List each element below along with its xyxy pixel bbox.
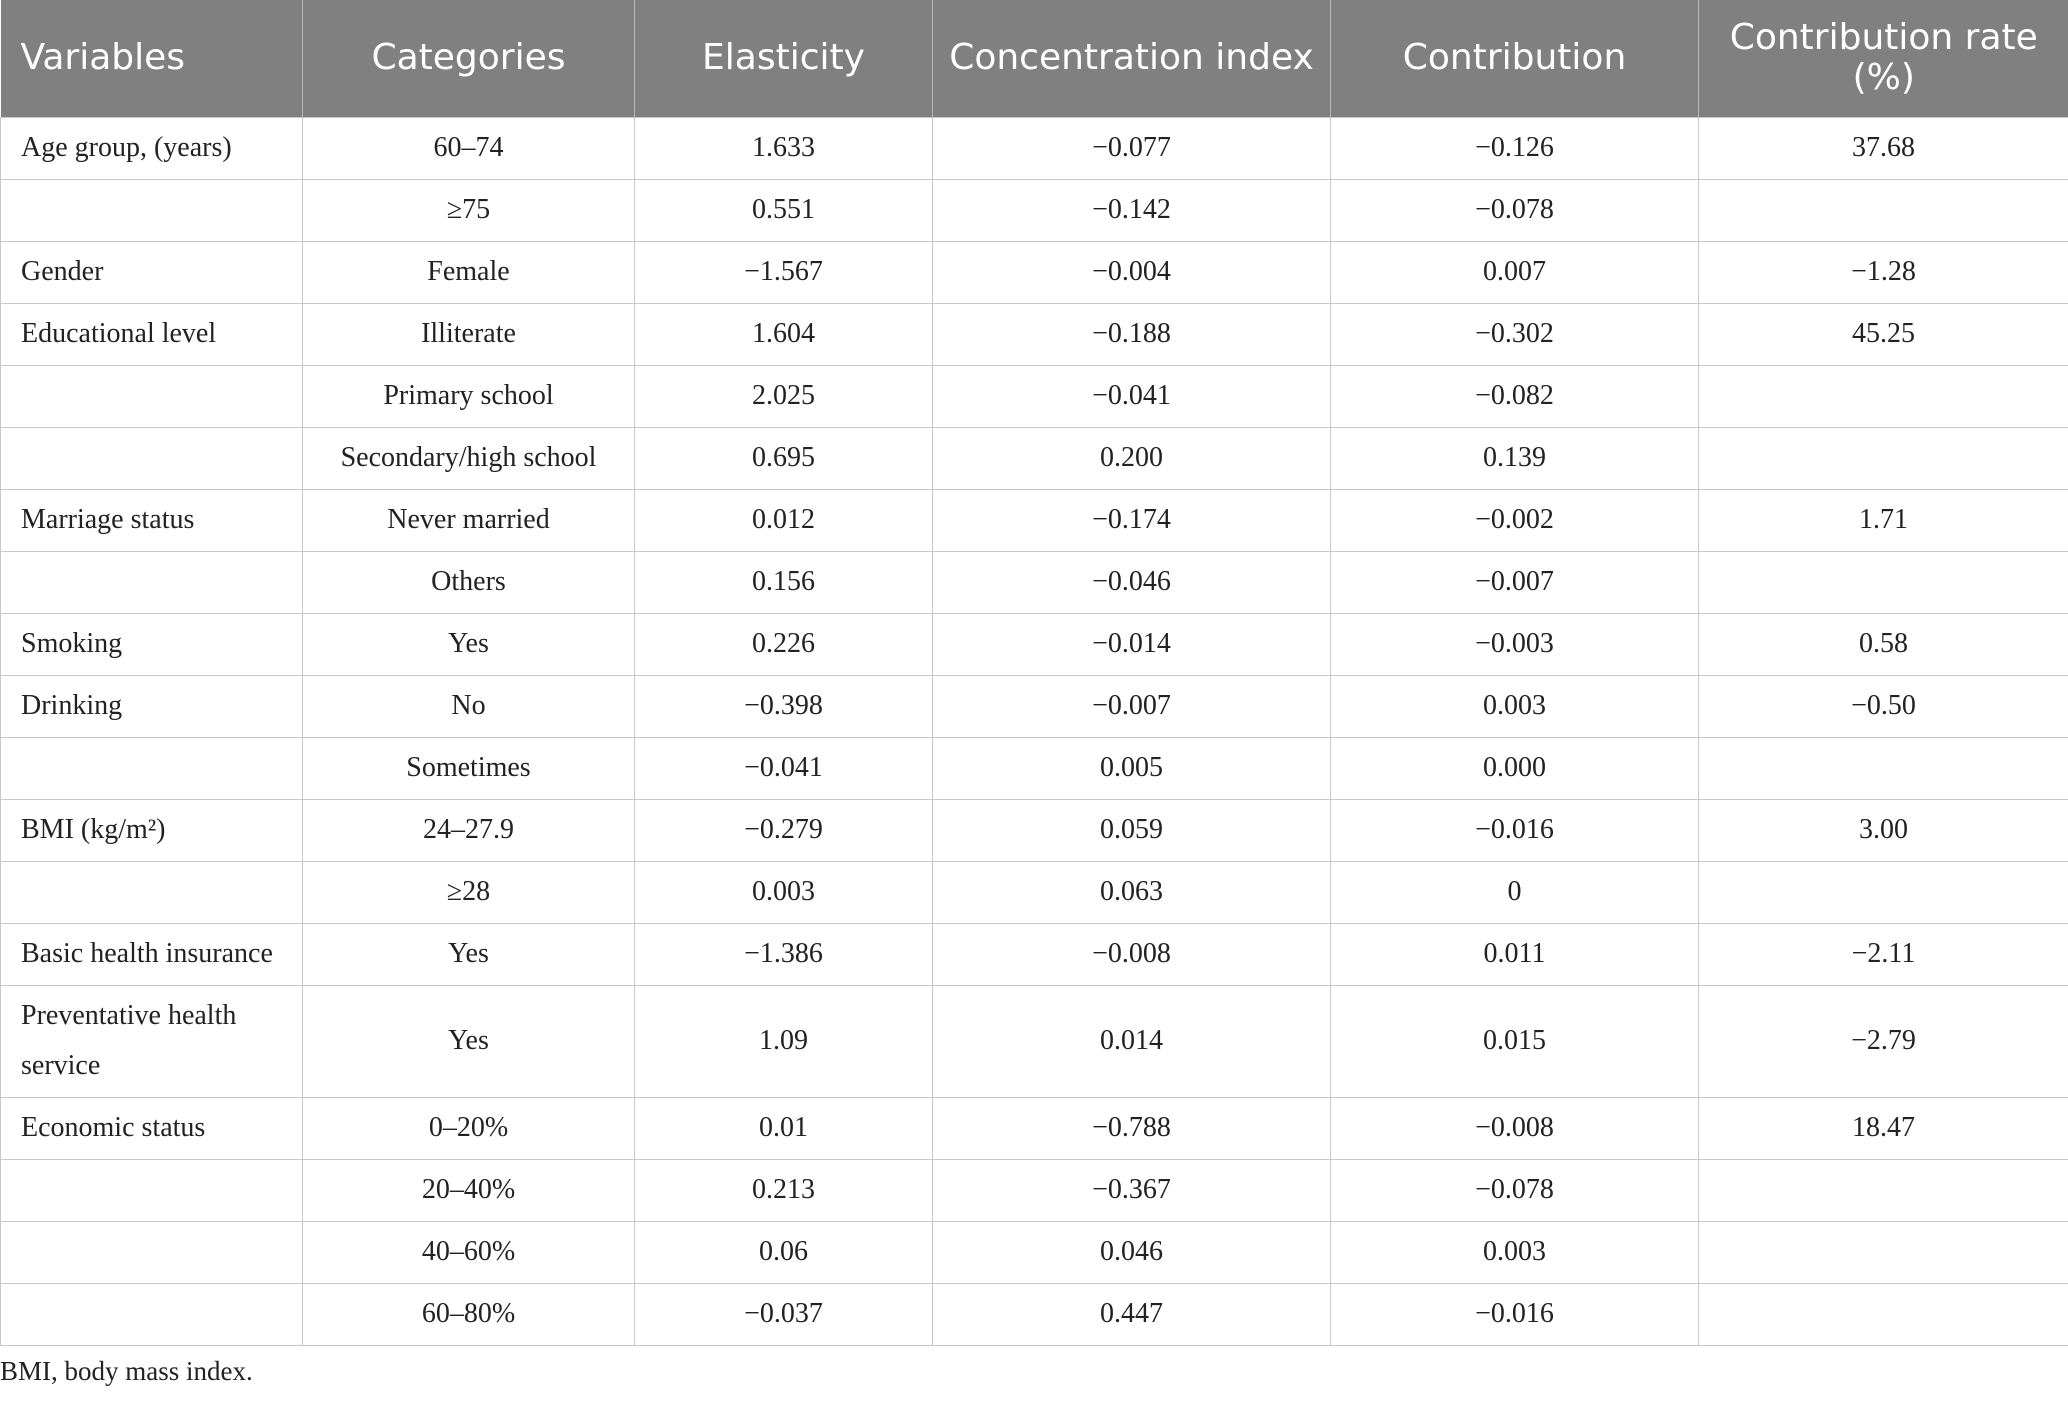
cell-elasticity: 1.09 [635, 985, 933, 1097]
cell-variable: Educational level [1, 303, 303, 365]
cell-contribution: −0.002 [1331, 489, 1699, 551]
cell-category: Others [303, 551, 635, 613]
cell-contribution-rate: 45.25 [1699, 303, 2068, 365]
table-row [1, 117, 2068, 179]
table-row [1, 179, 2068, 241]
cell-elasticity: −1.567 [635, 241, 933, 303]
cell-elasticity: −0.041 [635, 737, 933, 799]
cell-concentration-index: −0.188 [933, 303, 1331, 365]
cell-category: Yes [303, 985, 635, 1097]
table-row [1, 675, 2068, 737]
cell-category: 60–74 [303, 117, 635, 179]
cell-elasticity: 0.213 [635, 1159, 933, 1221]
cell-category: ≥28 [303, 861, 635, 923]
cell-contribution: 0.139 [1331, 427, 1699, 489]
cell-contribution-rate [1699, 861, 2068, 923]
table-row [1, 551, 2068, 613]
cell-concentration-index: −0.788 [933, 1097, 1331, 1159]
table-row [1, 737, 2068, 799]
cell-elasticity: 0.003 [635, 861, 933, 923]
cell-variable: Basic health insurance [1, 923, 303, 985]
table-row [1, 241, 2068, 303]
cell-variable [1, 551, 303, 613]
cell-category: 60–80% [303, 1283, 635, 1345]
table-row [1, 303, 2068, 365]
cell-contribution: 0.015 [1331, 985, 1699, 1097]
table-footnote: BMI, body mass index. [0, 1356, 253, 1386]
cell-contribution-rate [1699, 1159, 2068, 1221]
table-row [1, 613, 2068, 675]
table-row [1, 1221, 2068, 1283]
cell-contribution: −0.007 [1331, 551, 1699, 613]
cell-elasticity: 1.633 [635, 117, 933, 179]
cell-category: 0–20% [303, 1097, 635, 1159]
table-row [1, 799, 2068, 861]
cell-variable: Marriage status [1, 489, 303, 551]
cell-contribution: −0.126 [1331, 117, 1699, 179]
cell-concentration-index: 0.059 [933, 799, 1331, 861]
table-row [1, 489, 2068, 551]
cell-contribution-rate: 37.68 [1699, 117, 2068, 179]
cell-concentration-index: −0.046 [933, 551, 1331, 613]
table-row [1, 427, 2068, 489]
cell-variable [1, 365, 303, 427]
cell-variable [1, 427, 303, 489]
cell-category: 20–40% [303, 1159, 635, 1221]
header-contribution: Contribution [1331, 0, 1699, 117]
cell-concentration-index: −0.174 [933, 489, 1331, 551]
cell-category: Yes [303, 923, 635, 985]
cell-category: Yes [303, 613, 635, 675]
cell-category: Female [303, 241, 635, 303]
cell-variable [1, 737, 303, 799]
cell-category: ≥75 [303, 179, 635, 241]
cell-variable [1, 861, 303, 923]
cell-variable [1, 1159, 303, 1221]
cell-contribution-rate [1699, 1221, 2068, 1283]
cell-category: No [303, 675, 635, 737]
cell-elasticity: 0.695 [635, 427, 933, 489]
cell-contribution-rate: 3.00 [1699, 799, 2068, 861]
cell-elasticity: 0.01 [635, 1097, 933, 1159]
cell-concentration-index: 0.046 [933, 1221, 1331, 1283]
cell-elasticity: 0.06 [635, 1221, 933, 1283]
cell-concentration-index: −0.142 [933, 179, 1331, 241]
cell-contribution-rate [1699, 1283, 2068, 1345]
header-concentration-index: Concentration index [933, 0, 1331, 117]
cell-elasticity: 0.012 [635, 489, 933, 551]
table-body [1, 117, 2068, 1345]
cell-concentration-index: 0.447 [933, 1283, 1331, 1345]
cell-category: Never married [303, 489, 635, 551]
cell-category: Primary school [303, 365, 635, 427]
cell-contribution: 0.011 [1331, 923, 1699, 985]
cell-contribution-rate: 1.71 [1699, 489, 2068, 551]
cell-contribution: 0.007 [1331, 241, 1699, 303]
cell-elasticity: 0.551 [635, 179, 933, 241]
table-row [1, 1283, 2068, 1345]
cell-contribution: −0.302 [1331, 303, 1699, 365]
cell-category: Illiterate [303, 303, 635, 365]
cell-contribution-rate: 0.58 [1699, 613, 2068, 675]
cell-variable [1, 1221, 303, 1283]
table-row [1, 1159, 2068, 1221]
cell-contribution-rate [1699, 427, 2068, 489]
cell-contribution-rate: −2.11 [1699, 923, 2068, 985]
table-row [1, 1097, 2068, 1159]
cell-contribution: −0.078 [1331, 1159, 1699, 1221]
cell-concentration-index: 0.200 [933, 427, 1331, 489]
cell-contribution: −0.082 [1331, 365, 1699, 427]
header-contribution-rate: Contribution rate (%) [1699, 0, 2068, 117]
cell-elasticity: 0.156 [635, 551, 933, 613]
cell-variable: Drinking [1, 675, 303, 737]
cell-variable: BMI (kg/m²) [1, 799, 303, 861]
cell-concentration-index: 0.005 [933, 737, 1331, 799]
cell-concentration-index: −0.004 [933, 241, 1331, 303]
cell-contribution: 0 [1331, 861, 1699, 923]
table-row [1, 923, 2068, 985]
cell-category: 40–60% [303, 1221, 635, 1283]
cell-category: Secondary/high school [303, 427, 635, 489]
cell-contribution: 0.003 [1331, 1221, 1699, 1283]
cell-variable [1, 1283, 303, 1345]
cell-contribution: −0.078 [1331, 179, 1699, 241]
table-row [1, 861, 2068, 923]
cell-concentration-index: 0.063 [933, 861, 1331, 923]
cell-elasticity: −0.037 [635, 1283, 933, 1345]
cell-contribution-rate [1699, 365, 2068, 427]
cell-variable [1, 179, 303, 241]
header-variables: Variables [1, 0, 303, 117]
cell-contribution: 0.003 [1331, 675, 1699, 737]
cell-category: Sometimes [303, 737, 635, 799]
cell-variable: Preventative health service [1, 985, 303, 1097]
cell-contribution-rate [1699, 179, 2068, 241]
cell-contribution-rate: −2.79 [1699, 985, 2068, 1097]
cell-contribution-rate [1699, 737, 2068, 799]
cell-contribution: −0.008 [1331, 1097, 1699, 1159]
cell-contribution: −0.003 [1331, 613, 1699, 675]
cell-contribution: −0.016 [1331, 1283, 1699, 1345]
cell-variable: Smoking [1, 613, 303, 675]
table-row [1, 365, 2068, 427]
cell-elasticity: −0.279 [635, 799, 933, 861]
cell-elasticity: −0.398 [635, 675, 933, 737]
cell-category: 24–27.9 [303, 799, 635, 861]
cell-elasticity: 2.025 [635, 365, 933, 427]
cell-contribution-rate: −1.28 [1699, 241, 2068, 303]
cell-variable: Gender [1, 241, 303, 303]
cell-variable: Age group, (years) [1, 117, 303, 179]
cell-concentration-index: −0.007 [933, 675, 1331, 737]
cell-concentration-index: −0.014 [933, 613, 1331, 675]
cell-contribution-rate: 18.47 [1699, 1097, 2068, 1159]
cell-concentration-index: −0.367 [933, 1159, 1331, 1221]
cell-contribution-rate [1699, 551, 2068, 613]
table-row [1, 985, 2068, 1097]
cell-elasticity: 0.226 [635, 613, 933, 675]
header-elasticity: Elasticity [635, 0, 933, 117]
cell-contribution-rate: −0.50 [1699, 675, 2068, 737]
cell-concentration-index: −0.041 [933, 365, 1331, 427]
table-header [1, 0, 2068, 117]
header-categories: Categories [303, 0, 635, 117]
cell-concentration-index: 0.014 [933, 985, 1331, 1097]
cell-contribution: −0.016 [1331, 799, 1699, 861]
header-row [1, 0, 2068, 117]
cell-elasticity: 1.604 [635, 303, 933, 365]
cell-contribution: 0.000 [1331, 737, 1699, 799]
cell-concentration-index: −0.008 [933, 923, 1331, 985]
cell-concentration-index: −0.077 [933, 117, 1331, 179]
cell-variable: Economic status [1, 1097, 303, 1159]
cell-elasticity: −1.386 [635, 923, 933, 985]
